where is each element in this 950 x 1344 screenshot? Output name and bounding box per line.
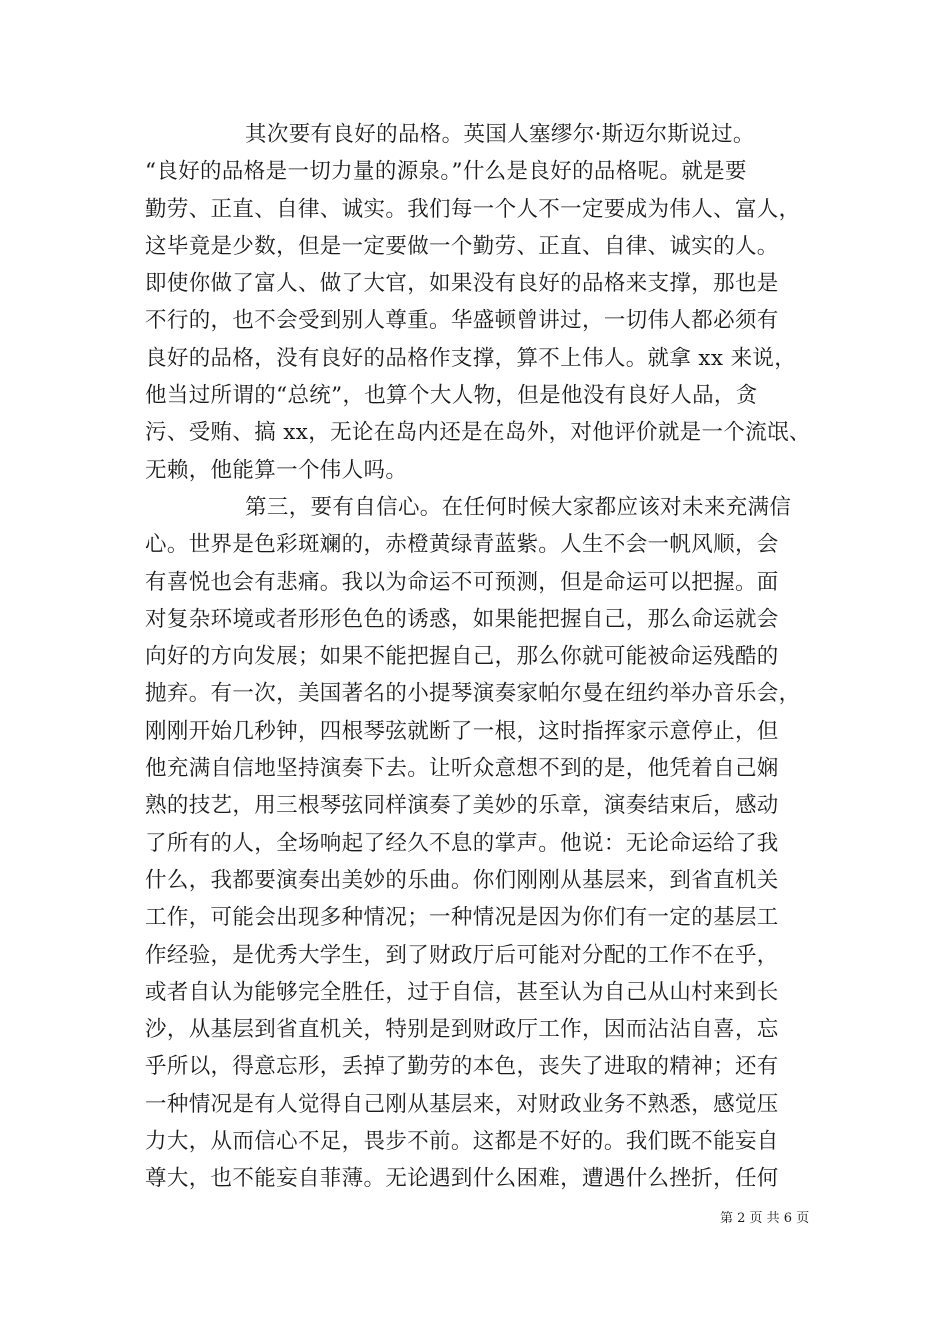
text-line: 抛弃。有一次，美国著名的小提琴演奏家帕尔曼在纽约举办音乐会， <box>145 681 801 707</box>
text-line: 无赖，他能算一个伟人吗。 <box>145 457 408 483</box>
text-line: 有喜悦也会有悲痛。我以为命运不可预测，但是命运可以把握。面 <box>145 569 779 595</box>
text-line: 一种情况是有人觉得自己刚从基层来，对财政业务不熟悉，感觉压 <box>145 1091 779 1117</box>
text-line: 第三，要有自信心。在任何时候大家都应该对未来充满信 <box>245 494 792 520</box>
text-line: 刚刚开始几秒钟，四根琴弦就断了一根，这时指挥家示意停止，但 <box>145 718 779 744</box>
text-line: 不行的，也不会受到别人尊重。华盛顿曾讲过，一切伟人都必须有 <box>145 308 779 334</box>
text-line: 他充满自信地坚持演奏下去。让听众意想不到的是，他凭着自己娴 <box>145 756 779 782</box>
text-line: 其次要有良好的品格。英国人塞缪尔·斯迈尔斯说过。 <box>245 122 755 147</box>
body-text <box>145 116 811 1198</box>
text-line: 对复杂环境或者形形色色的诱惑，如果能把握自己，那么命运就会 <box>145 606 779 632</box>
text-line: 向好的方向发展；如果不能把握自己，那么你就可能被命运残酷的 <box>145 644 779 670</box>
text-line: 勤劳、正直、自律、诚实。我们每一个人不一定要成为伟人、富人， <box>145 196 801 222</box>
text-line: 心。世界是色彩斑斓的，赤橙黄绿青蓝紫。人生不会一帆风顺，会 <box>145 532 779 558</box>
text-line: 即使你做了富人、做了大官，如果没有良好的品格来支撑，那也是 <box>145 271 779 297</box>
page-footer: 第 2 页 共 6 页 <box>720 1211 810 1226</box>
text-line: 他当过所谓的“总统”，也算个大人物，但是他没有良好人品，贪 <box>145 383 758 409</box>
text-line: 熟的技艺，用三根琴弦同样演奏了美妙的乐章，演奏结束后，感动 <box>145 793 779 819</box>
text-line: 工作，可能会出现多种情况；一种情况是因为你们有一定的基层工 <box>145 905 779 931</box>
text-line: 了所有的人，全场响起了经久不息的掌声。他说：无论命运给了我 <box>145 830 779 856</box>
text-line: 尊大，也不能妄自菲薄。无论遇到什么困难，遭遇什么挫折，任何 <box>145 1166 779 1192</box>
text-line: 良好的品格，没有良好的品格作支撑，算不上伟人。就拿 xx 来说， <box>145 345 797 371</box>
text-line: 或者自认为能够完全胜任，过于自信，甚至认为自己从山村来到长 <box>145 979 779 1005</box>
text-line: “良好的品格是一切力量的源泉。”什么是良好的品格呢。就是要 <box>145 159 747 185</box>
text-line: 污、受贿、搞 xx，无论在岛内还是在岛外，对他评价就是一个流氓、 <box>145 420 811 446</box>
text-line: 作经验，是优秀大学生，到了财政厅后可能对分配的工作不在乎， <box>145 942 779 968</box>
text-line: 什么，我都要演奏出美妙的乐曲。你们刚刚从基层来，到省直机关 <box>145 867 779 893</box>
text-line: 力大，从而信心不足，畏步不前。这都是不好的。我们既不能妄自 <box>145 1129 779 1155</box>
text-line: 沙，从基层到省直机关，特别是到财政厅工作，因而沾沾自喜，忘 <box>145 1017 779 1043</box>
text-line: 乎所以，得意忘形，丢掉了勤劳的本色，丧失了进取的精神；还有 <box>145 1054 779 1080</box>
text-line: 这毕竟是少数，但是一定要做一个勤劳、正直、自律、诚实的人。 <box>145 233 779 259</box>
